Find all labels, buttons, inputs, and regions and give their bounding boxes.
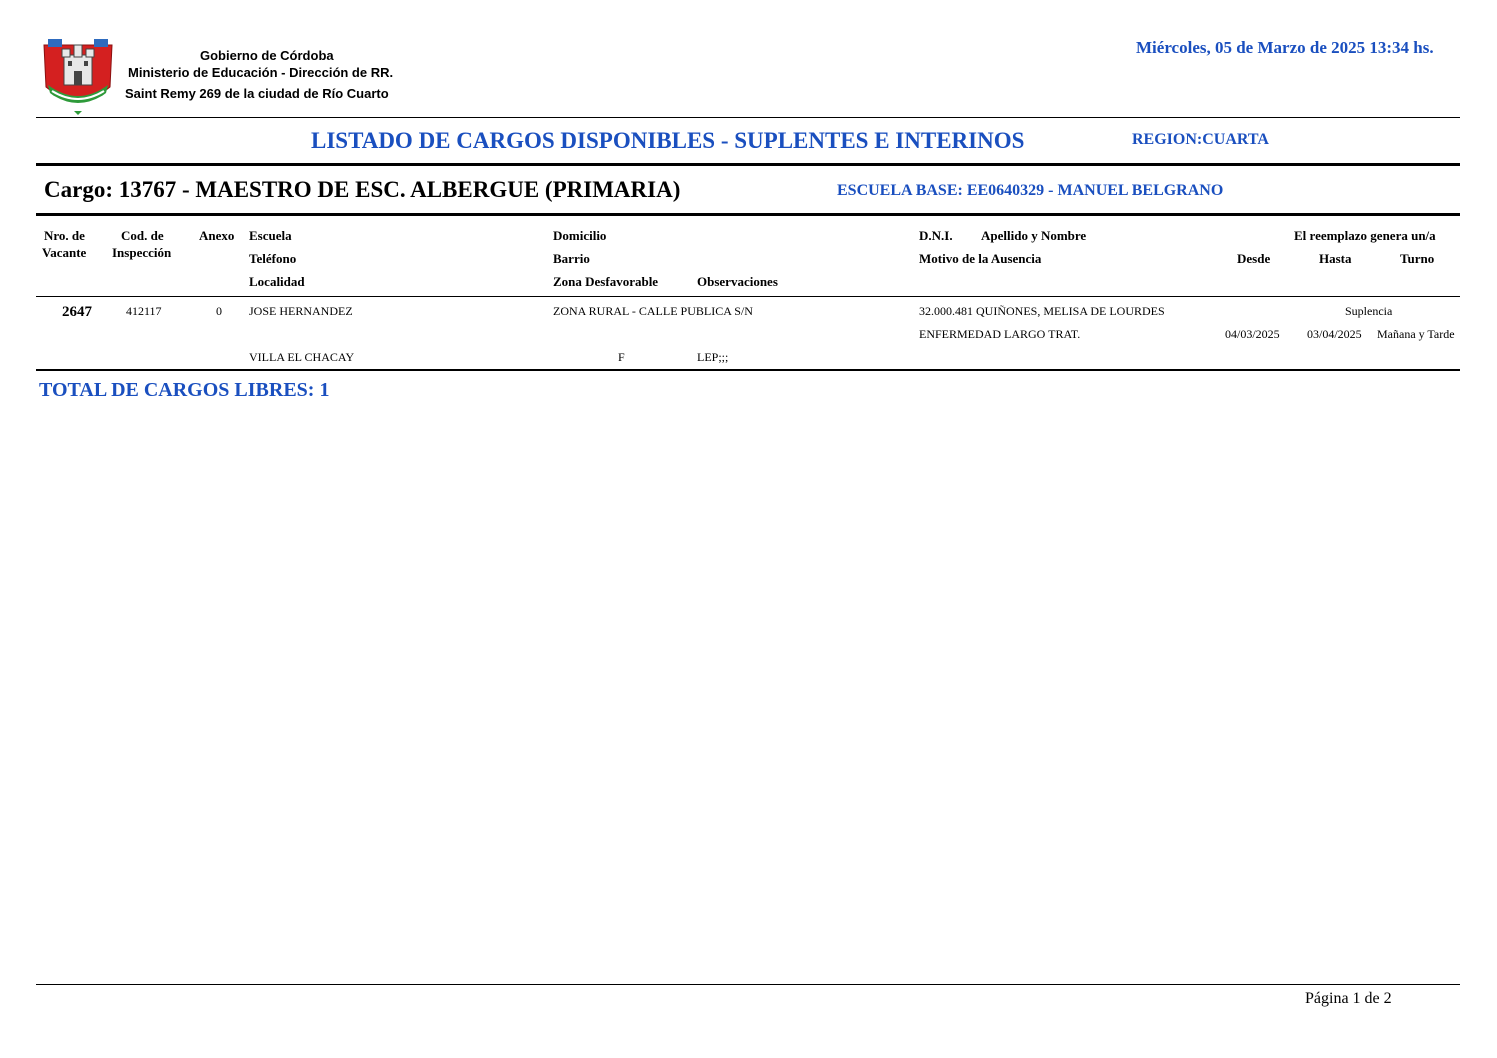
org-line-3: Saint Remy 269 de la ciudad de Río Cuarto [125, 86, 389, 101]
cell-reemplazo: Suplencia [1345, 304, 1393, 318]
cordoba-crest-logo [38, 35, 118, 115]
cargo-divider [36, 213, 1460, 216]
col-turno: Turno [1400, 251, 1435, 266]
col-escuela: Escuela [249, 228, 292, 243]
cell-anexo: 0 [216, 304, 222, 318]
col-reemplazo: El reemplazo genera un/a [1294, 228, 1436, 243]
title-divider [36, 163, 1460, 166]
col-localidad: Localidad [249, 274, 305, 289]
cell-zona: F [618, 350, 625, 364]
cell-desde: 04/03/2025 [1225, 327, 1280, 341]
cell-hasta: 03/04/2025 [1307, 327, 1362, 341]
cell-escuela: JOSE HERNANDEZ [249, 304, 353, 318]
col-telefono: Teléfono [249, 251, 297, 266]
cell-motivo: ENFERMEDAD LARGO TRAT. [919, 327, 1081, 341]
col-anexo: Anexo [199, 228, 235, 243]
cell-vacante: 2647 [62, 304, 92, 320]
col-motivo-ausencia: Motivo de la Ausencia [919, 251, 1042, 266]
report-title: LISTADO DE CARGOS DISPONIBLES - SUPLENTES E INTERINOS [311, 128, 1025, 153]
cell-observaciones: LEP;;; [697, 350, 729, 364]
col-desde: Desde [1237, 251, 1271, 266]
col-apellido-nombre: Apellido y Nombre [981, 228, 1087, 243]
col-dni: D.N.I. [919, 228, 953, 243]
cell-inspeccion: 412117 [126, 304, 162, 318]
escuela-base: ESCUELA BASE: EE0640329 - MANUEL BELGRANO [837, 182, 1224, 199]
col-cod-inspeccion-2: Inspección [112, 245, 172, 260]
col-hasta: Hasta [1319, 251, 1352, 266]
report-date: Miércoles, 05 de Marzo de 2025 13:34 hs. [1136, 38, 1434, 57]
cargo-heading: Cargo: 13767 - MAESTRO DE ESC. ALBERGUE (PRIMARIA) [44, 177, 681, 202]
footer-divider [36, 984, 1460, 985]
total-cargos: TOTAL DE CARGOS LIBRES: 1 [39, 379, 330, 401]
cell-turno: Mañana y Tarde [1377, 327, 1455, 341]
page-number: Página 1 de 2 [1305, 990, 1392, 1007]
org-line-1: Gobierno de Córdoba [200, 48, 334, 63]
cell-domicilio: ZONA RURAL - CALLE PUBLICA S/N [553, 304, 753, 318]
col-cod-inspeccion-1: Cod. de [121, 228, 164, 243]
table-bottom-divider [36, 369, 1460, 371]
col-zona-desfavorable: Zona Desfavorable [553, 274, 659, 289]
col-domicilio: Domicilio [553, 228, 607, 243]
cell-dni-nombre: 32.000.481 QUIÑONES, MELISA DE LOURDES [919, 304, 1165, 318]
header-divider [36, 117, 1460, 118]
col-observaciones: Observaciones [697, 274, 778, 289]
header-row-divider [36, 296, 1460, 297]
col-nro-vacante-1: Nro. de [44, 228, 85, 243]
col-nro-vacante-2: Vacante [42, 245, 87, 260]
org-line-2: Ministerio de Educación - Dirección de RR. [128, 65, 394, 80]
cell-localidad: VILLA EL CHACAY [249, 350, 355, 364]
region-label: REGION:CUARTA [1132, 131, 1269, 148]
col-barrio: Barrio [553, 251, 590, 266]
